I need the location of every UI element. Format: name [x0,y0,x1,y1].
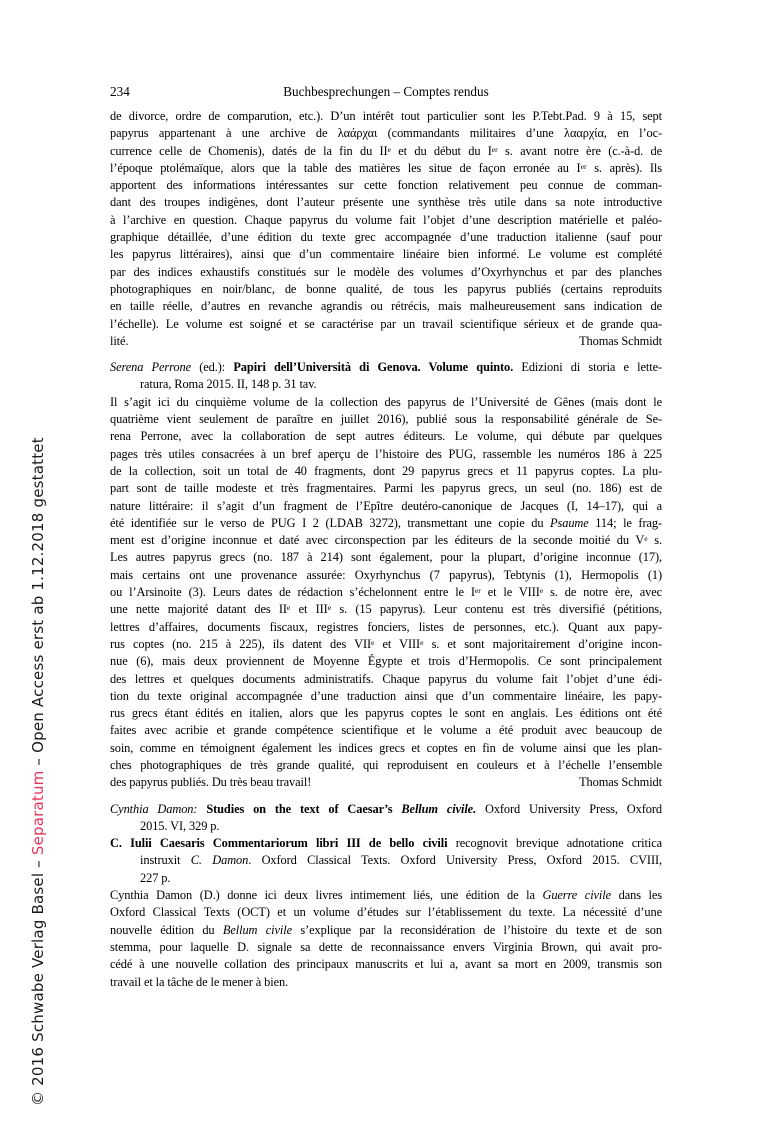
text-line [110,801,662,818]
text-segment: en taille réelle, d’autres en revanche agrandis ou rétrécis, mais malheureusement sans indication de [110,299,662,314]
text-line-content [110,957,662,971]
text-segment: currence celle de Chomenis), datés de la fin du II [110,143,388,158]
text-segment: instruxit [140,853,191,868]
text-segment: Les autres papyrus grecs (no. 187 à 214) sont également, pour la plupart, d’origine inconnue (17), [110,550,662,565]
text-line-content [110,265,662,279]
text-line [110,108,662,125]
text-segment: s’explique par la reconsidération de l’histoire du texte et de son [292,922,662,937]
text-line-content [110,620,662,634]
text-line [110,264,662,281]
text-line-content [110,516,662,530]
text-segment: dans les [611,888,662,903]
text-segment: 227 p. [140,870,171,885]
text-line-content [110,213,662,227]
superscript-ordinal: e [420,637,424,647]
text-segment: Edizioni di storia e lette- [513,360,662,375]
text-line-content [140,819,219,833]
review-paragraph [110,394,662,792]
text-segment: quatrième vient seulement de paraître en juillet 2016), publié sous la responsabilité générale de Se- [110,412,662,427]
text-segment: nouvelle édition du [110,922,223,937]
text-column [110,108,662,991]
text-line-content [110,940,662,954]
superscript-ordinal: e [644,534,648,544]
text-segment: Cynthia Damon: [110,801,198,816]
text-line [110,194,662,211]
sidebar-openaccess-text: – Open Access erst ab 1.12.2018 gestattet [29,437,47,771]
text-line [110,887,662,904]
text-segment: Bellum civile. [401,801,477,816]
text-segment: de divorce, ordre de comparution, etc.). D’un intérêt tout particulier sont les P.Tebt.Pad. 9 à 15, sept [110,109,662,123]
text-line [110,835,662,852]
text-line [110,818,662,835]
text-line [110,480,662,497]
text-segment: Guerre civile [542,888,612,903]
text-line-content [110,109,662,123]
text-line [110,212,662,229]
text-segment: Oxford University Press, Oxford [476,801,662,816]
text-line [110,922,662,939]
book-citation [110,359,662,394]
text-line-content [110,230,662,244]
text-line [110,281,662,298]
text-line-content [110,723,662,737]
text-segment: 114; le frag- [588,515,662,530]
running-head-title: Buchbesprechungen – Comptes rendus [283,84,489,99]
text-segment: lité. [110,333,129,348]
superscript-ordinal: er [580,161,587,171]
text-line [110,852,662,869]
text-segment: s. avant notre ère (c.-à-d. de [497,143,662,158]
text-line-content [110,144,662,158]
text-line [110,567,662,584]
text-line-content [110,585,662,599]
superscript-ordinal: er [491,144,498,154]
text-line [110,740,662,757]
text-line [110,870,662,887]
text-segment: . Oxford Classical Texts. Oxford University Press, Oxford 2015. CVIII, [248,853,662,868]
text-line-content [110,758,662,772]
text-line-content [110,550,662,564]
text-line-content [110,802,662,816]
text-line [110,359,662,376]
text-segment: l’échelle). Le volume est soigné et se caractérise par un travail scientifique sérieux et de grande qua- [110,316,662,331]
text-segment: une nette majorité datant des II [110,602,287,617]
text-segment: (ed.): [191,360,234,375]
text-line-content [110,195,662,209]
text-segment: 2015. VI, 329 p. [140,818,220,833]
text-line [110,463,662,480]
text-line [110,428,662,445]
text-line-content [110,836,662,850]
text-line-content [110,161,662,175]
reviewer-signature: Thomas Schmidt [579,333,662,348]
text-line-content [110,464,662,478]
text-segment: Cynthia Damon (D.) donne ici deux livres intimement liés, une édition de la [110,888,543,903]
text-line [110,671,662,688]
text-segment: mais certains ont une provenance assurée: Oxyrhynchus (7 papyrus), Tebtynis (1), Hermopolis (1) [110,567,662,582]
text-segment: rus coptes (no. 215 à 225), ils datent des VII [110,636,371,651]
text-segment: par des indices exhaustifs constitués sur le modèle des volumes d’Oxyrhynchus et par des planches [110,264,662,279]
text-line [110,619,662,636]
text-segment: papyrus appartenant à une archive de λαάρχαι (commandants militaires d’une λααρχία, en l’oc- [110,126,662,141]
text-segment: ches photographiques de très grande qualité, qui reproduisent en couleurs et à l’échelle l’ensemble [110,757,662,772]
text-segment: s. [647,533,662,548]
text-segment: dant des troupes indigènes, dont l’auteur présente une synthèse très utile dans sa note introductive [110,195,662,210]
text-line-content [110,333,128,350]
text-line-content [110,499,662,513]
reviewer-signature: Thomas Schmidt [579,775,662,790]
text-segment: rus grecs étant édités en italien, alors que les papyrus coptes le sont en anglais. Les éditions ont été [110,706,662,721]
text-line [110,601,662,618]
text-line-content [140,871,170,885]
text-line [110,757,662,774]
text-segment: ou l’Arsinoite (3). Leurs dates de rédaction s’échelonnent entre le I [110,585,475,600]
text-line-content [110,654,662,668]
superscript-ordinal: e [327,603,332,613]
text-line-content [110,568,662,582]
text-line [110,246,662,263]
text-segment: les papyrus littéraires), ainsi que d’un commentaire linéaire bien informé. Le volume est complété [110,247,662,262]
text-segment: et du début du I [390,143,492,158]
text-segment: s. (15 papyrus). Leur contenu est très diversifié (pétitions, [331,602,662,617]
text-segment: l’époque ptolémaïque, alors que la table des matières les situe de façon erronée au I [110,160,581,175]
text-line-content [110,126,662,140]
text-segment: Il s’agit ici du cinquième volume de la collection des papyrus de l’Université de Gênes (mais dont le [110,394,662,409]
text-line [110,774,662,791]
page-number: 234 [110,84,130,99]
text-segment: s. de notre ère, avec [543,585,662,600]
text-segment: Studies on the text of Caesar’s [206,801,402,816]
text-segment: photographiques en noir/blanc, de bonne qualité, de tous les papyrus publiés (certains reproduits [110,281,662,296]
text-line-content [110,672,662,686]
text-segment: nue (6), mais deux proviennent de Moyenne Égypte et trois d’Hermopolis. Ce sont principalement [110,654,662,669]
copyright-sidebar [29,437,47,1106]
sidebar-copyright-text: © 2016 Schwabe Verlag Basel – [29,855,47,1106]
text-segment: été identifiée sur le verso de PUG I 2 (LDAB 3272), transmettant une copie du [110,515,551,530]
text-line-content [110,533,662,547]
text-segment: graphique détaillée, d’une édition du texte grec accompagnée d’une traduction italienne (sauf pour [110,230,662,245]
text-line-content [110,706,662,720]
text-line [110,688,662,705]
text-segment: nature littéraire: il s’agit d’un fragment de l’Epître deutéro-canonique de Jacques (I, 14–17), qui a [110,498,662,513]
text-line-content [110,481,662,495]
text-line [110,229,662,246]
text-line [110,549,662,566]
text-segment: C. Iulii Caesaris Commentariorum libri III de bello civili [110,836,448,851]
text-line-content [110,429,662,443]
text-line [110,160,662,177]
text-segment: Psaume [550,515,589,530]
superscript-ordinal: er [474,585,481,595]
text-line [110,939,662,956]
text-segment: ratura, Roma 2015. II, 148 p. 31 tav. [140,377,317,392]
text-line-content [110,637,662,651]
book-citation [110,801,662,836]
review-paragraph [110,108,662,350]
text-line [110,584,662,601]
text-line [110,298,662,315]
book-citation [110,835,662,887]
text-segment: et VIII [374,636,421,651]
text-segment: part sont de taille modeste et très fragmentaires. Parmi les papyrus grecs, un seul (no. 186) est de [110,481,662,496]
text-line-content [140,853,662,867]
superscript-ordinal: e [539,585,544,595]
text-line-content [110,447,662,461]
text-segment: et le VIII [480,585,540,600]
text-segment: à l’archive en question. Chaque papyrus du volume fait l’objet d’une description matérielle et paléo- [110,212,662,227]
text-segment: Bellum civile [222,922,292,937]
text-segment: soin, comme en témoignent également les indices grecs et coptes en fin de volume ainsi que les plan- [110,740,662,755]
text-line-content [110,178,662,192]
text-line [110,705,662,722]
text-line-content [110,247,662,261]
text-line-content [140,377,317,391]
text-segment: des lettres et quelques documents administratifs. Chaque papyrus du volume fait l’objet d’une édi- [110,671,662,686]
text-line-content [110,888,662,902]
text-line [110,636,662,653]
text-segment [197,802,206,816]
superscript-ordinal: e [371,637,375,647]
text-line [110,515,662,532]
text-line-content [110,905,662,919]
text-segment: ment est d’origine inconnue et daté avec circonspection par les éditeurs de la seconde moitié du V [110,533,645,548]
text-line [110,904,662,921]
text-line-content [110,317,662,331]
text-segment: des papyrus publiés. Du très beau travail! [110,775,312,790]
text-line [110,411,662,428]
superscript-ordinal: e [286,603,291,613]
review-paragraph [110,887,662,991]
text-line-content [110,282,662,296]
running-head-row [110,84,662,102]
text-line [110,143,662,160]
text-line [110,974,662,991]
sidebar-separatum-text: Separatum [29,770,47,856]
text-line [110,653,662,670]
text-segment: tion du texte original accompagnée d’une traduction ainsi que d’un commentaire linéaire, les papy- [110,688,662,703]
text-segment: de la collection, soit un total de 40 fragments, dont 29 papyrus grecs et 11 papyrus coptes. La plu- [110,463,662,478]
text-line [110,532,662,549]
superscript-ordinal: e [387,144,391,154]
text-segment: Serena Perrone [110,360,192,375]
text-segment: et III [290,602,328,617]
text-line-content [110,975,288,989]
text-line-content [110,395,662,409]
text-segment: Papiri dell’Università di Genova. Volume quinto. [233,360,514,375]
text-line-content [110,299,662,313]
text-line-content [110,360,662,374]
text-line-content [110,602,662,616]
text-segment: apportent des informations intéressantes sur cette fonction relativement peu connue de comman- [110,178,662,193]
text-line-content [110,741,662,755]
text-line [110,333,662,350]
text-segment: cédé à une nouvelle collation des principaux manuscrits et lui a, avant sa mort en 2009, transmis son [110,957,662,972]
text-line [110,498,662,515]
text-segment: rena Perrone, avec la collaboration de sept autres éditeurs. Le volume, qui débute par quelques [110,429,662,444]
text-line [110,125,662,142]
text-line-content [110,689,662,703]
text-segment: faites avec acribie et grande compétence scientifique et le volume a été produit avec beaucoup de [110,723,662,738]
text-segment: travail et la tâche de le mener à bien. [110,974,289,989]
text-line [110,956,662,973]
text-line [110,394,662,411]
text-segment: stemma, pour laquelle D. signale sa dette de reconnaissance envers Virginia Brown, qui avait pro- [110,939,662,954]
text-segment: pages très utiles consacrées à un bref aperçu de l’histoire des PUG, rassemble les numéros 186 à 225 [110,446,662,461]
text-segment: s. après). Ils [586,160,662,175]
text-line [110,376,662,393]
text-segment: s. et sont majoritairement d’origine incon- [423,636,662,651]
text-line [110,446,662,463]
text-segment: C. Damon [190,853,249,868]
text-line [110,722,662,739]
text-segment: recognovit brevique adnotatione critica [447,836,662,851]
text-line [110,177,662,194]
text-line-content [110,923,662,937]
text-line-content [110,774,311,791]
text-line-content [110,412,662,426]
text-segment: lettres d’affaires, documents fiscaux, registres fonciers, listes de personnes, etc.). Quant aux papy- [110,619,662,634]
text-segment: Oxford Classical Texts (OCT) et un volume d’études sur l’établissement du texte. La nécessité d’une [110,905,662,920]
text-line [110,316,662,333]
